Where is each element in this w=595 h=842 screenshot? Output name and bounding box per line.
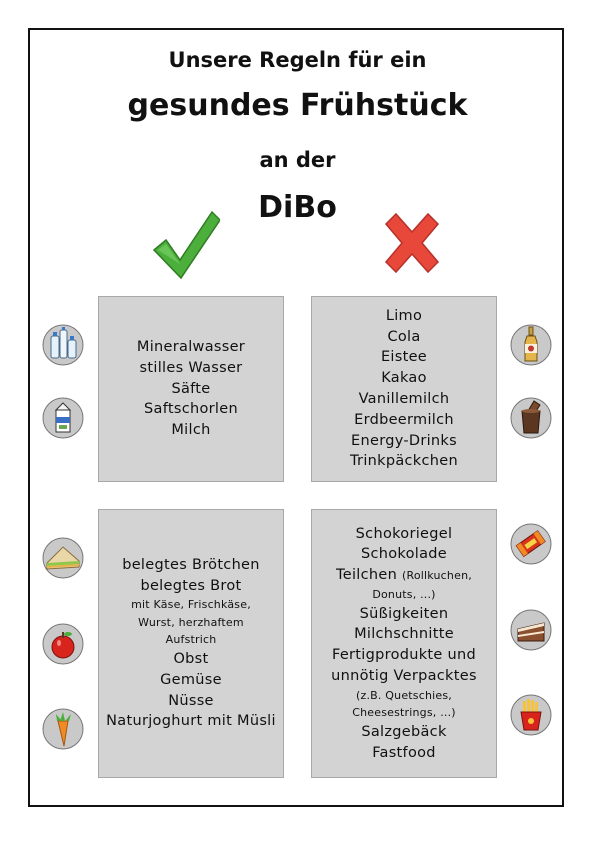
chocolate-drink-icon xyxy=(510,397,552,439)
list-item-note: mit Käse, Frischkäse, xyxy=(131,598,251,612)
list-item: Schokoriegel xyxy=(355,525,453,542)
chocolate-bar-icon xyxy=(510,523,552,565)
list-item: stilles Wasser xyxy=(139,359,243,376)
list-item: Trinkpäckchen xyxy=(350,453,458,470)
list-item-label: Teilchen xyxy=(336,567,398,584)
list-item-note: (z.B. Quetschies, xyxy=(355,688,452,702)
list-item: Fertigprodukte und xyxy=(331,647,477,664)
list-item: belegtes Brötchen xyxy=(122,556,260,573)
list-item: Naturjoghurt mit Müsli xyxy=(106,713,276,730)
list-item: Obst xyxy=(173,650,209,667)
list-item: Kakao xyxy=(381,370,427,387)
list-item-note: (Rollkuchen, xyxy=(402,569,472,583)
fries-icon xyxy=(510,694,552,736)
list-item: Vanillemilch xyxy=(358,391,450,407)
list-item: Milch xyxy=(171,422,211,439)
school-name: DiBo xyxy=(258,190,337,225)
list-item: Salzgebäck xyxy=(361,723,447,740)
milk-carton-icon xyxy=(42,397,84,439)
list-item: Mineralwasser xyxy=(136,339,246,355)
healthy-food-box xyxy=(98,509,284,778)
list-item: Gemüse xyxy=(160,671,222,688)
title-line-3: an der xyxy=(259,148,336,172)
list-item: Limo xyxy=(385,307,423,324)
check-icon xyxy=(150,208,220,280)
list-item: belegtes Brot xyxy=(140,577,242,594)
list-item: Süßigkeiten xyxy=(359,605,449,622)
cross-icon xyxy=(380,210,444,276)
healthy-drinks-box xyxy=(98,296,284,482)
list-item: Eistee xyxy=(380,349,428,366)
carrot-icon xyxy=(42,708,84,750)
soda-bottle-icon xyxy=(510,324,552,366)
unhealthy-food-box xyxy=(311,509,497,778)
title-line-2: gesundes Frühstück xyxy=(127,88,468,123)
list-item: Cola xyxy=(387,328,421,345)
list-item: Schokolade xyxy=(360,546,448,563)
apple-icon xyxy=(42,623,84,665)
list-item: Säfte xyxy=(171,380,211,397)
list-item: Fastfood xyxy=(372,744,436,761)
list-item: Erdbeermilch xyxy=(354,411,454,428)
list-item: Energy-Drinks xyxy=(351,432,457,449)
list-item: Milchschnitte xyxy=(354,626,454,643)
list-item: Nüsse xyxy=(168,692,214,709)
list-item-note: Cheesestrings, ...) xyxy=(352,706,456,720)
water-bottles-icon xyxy=(42,324,84,366)
list-item-note: Aufstrich xyxy=(165,633,217,647)
list-item-note: Donuts, ...) xyxy=(372,588,436,602)
list-item: unnötig Verpacktes xyxy=(331,667,477,684)
sandwich-icon xyxy=(42,537,84,579)
list-item-note: Wurst, herzhaftem xyxy=(138,615,244,629)
unhealthy-drinks-box xyxy=(311,296,497,482)
cake-icon xyxy=(510,609,552,651)
title-line-1: Unsere Regeln für ein xyxy=(168,48,427,72)
list-item: Saftschorlen xyxy=(144,401,238,418)
list-item xyxy=(336,565,472,586)
